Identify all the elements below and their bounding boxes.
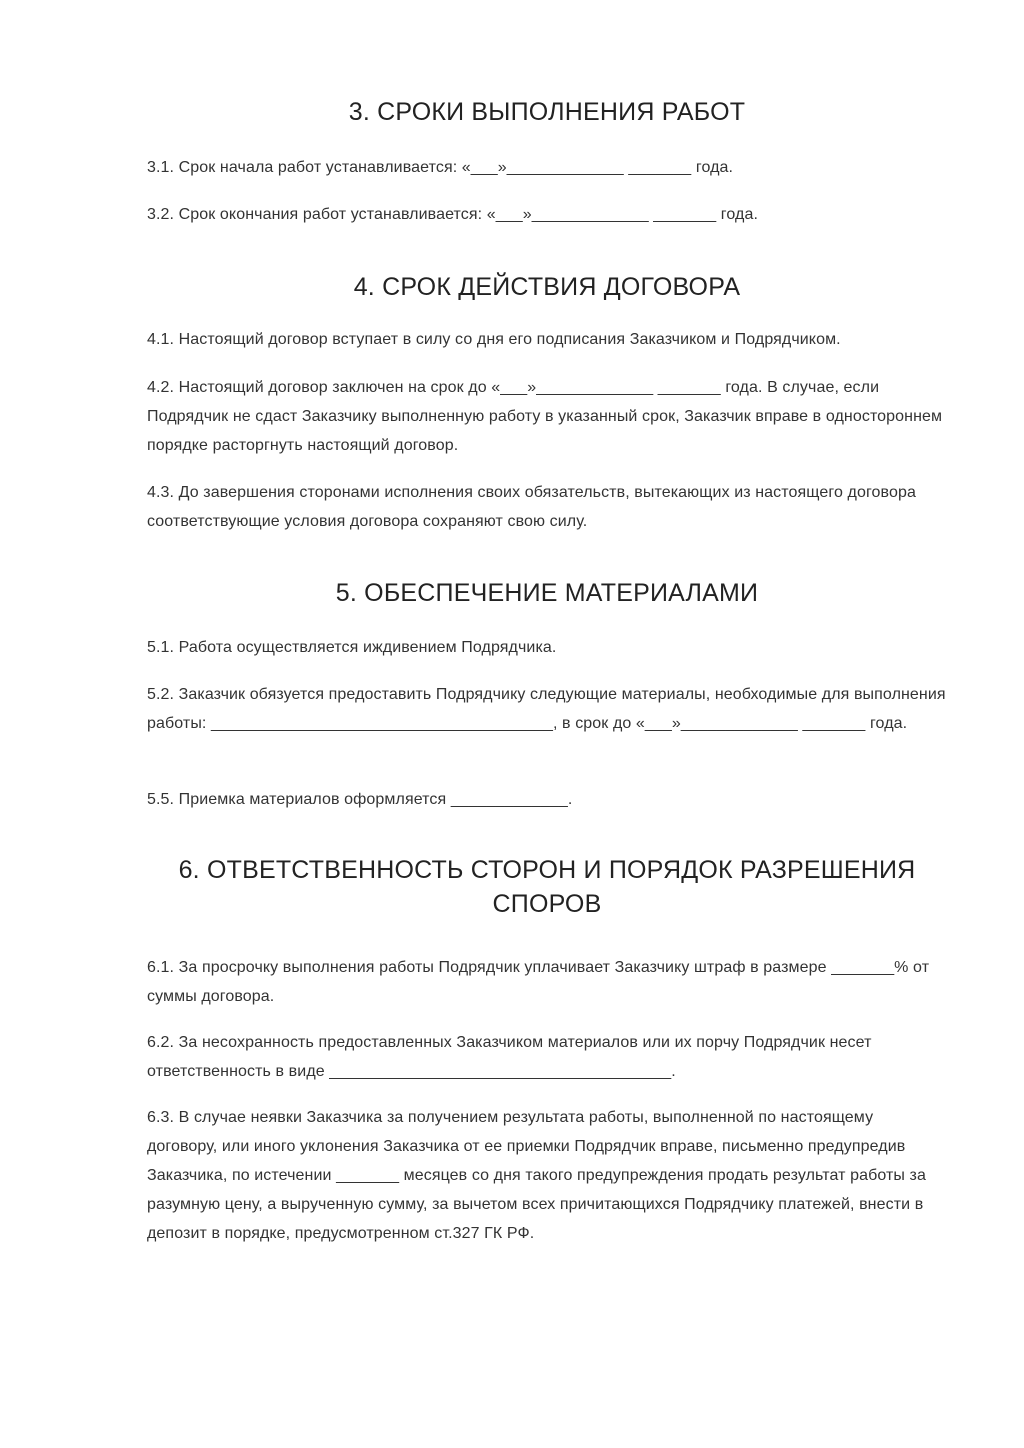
section-6-title: 6. ОТВЕТСТВЕННОСТЬ СТОРОН И ПОРЯДОК РАЗРЕШЕНИЯ СПОРОВ (178, 856, 916, 918)
clause-3-1: 3.1. Срок начала работ устанавливается: «___»_____________ _______ года. (147, 159, 734, 176)
section-5-title: 5. ОБЕСПЕЧЕНИЕ МАТЕРИАЛАМИ (335, 579, 759, 607)
clause-6-2: 6.2. За несохранность предоставленных Заказчиком материалов или их порчу Подрядчик несет ответственность в виде ______________________________________. (147, 1034, 872, 1080)
clause-4-2: 4.2. Настоящий договор заключен на срок до «___»_____________ _______ года. В случае, если Подрядчик не сдаст Заказчику выполненную работу в указанный срок, Заказчик вправе в одностороннем порядке расторгнуть настоящий договор. (147, 379, 943, 454)
clause-4-3: 4.3. До завершения сторонами исполнения своих обязательств, вытекающих из настоящего договора соответствующие условия договора сохраняют свою силу. (147, 484, 916, 530)
clause-4-1: 4.1. Настоящий договор вступает в силу со дня его подписания Заказчиком и Подрядчиком. (147, 331, 841, 348)
section-4-title: 4. СРОК ДЕЙСТВИЯ ДОГОВОРА (353, 273, 741, 301)
clause-6-1: 6.1. За просрочку выполнения работы Подрядчик уплачивает Заказчику штраф в размере _______% от суммы договора. (147, 959, 930, 1005)
clause-6-3: 6.3. В случае неявки Заказчика за получением результата работы, выполненной по настоящему договору, или иного уклонения Заказчика от ее приемки Подрядчик вправе, письменно предупредив Заказчика, по истечении _______ месяцев со дня такого предупреждения продать результат работы за разумную цену, а вырученную сумму, за вычетом всех причитающихся Подрядчику платежей, внести в депозит в порядке, предусмотренном ст.327 ГК РФ. (147, 1109, 926, 1242)
clause-5-1: 5.1. Работа осуществляется иждивением Подрядчика. (147, 639, 557, 656)
clause-5-2: 5.2. Заказчик обязуется предоставить Подрядчику следующие материалы, необходимые для выполнения работы: ______________________________________, в срок до «___»_____________ _______ года. (147, 686, 946, 732)
clause-3-2: 3.2. Срок окончания работ устанавливается: «___»_____________ _______ года. (147, 206, 758, 223)
section-3-title: 3. СРОКИ ВЫПОЛНЕНИЯ РАБОТ (348, 98, 746, 126)
clause-5-5: 5.5. Приемка материалов оформляется _____________. (147, 791, 573, 808)
